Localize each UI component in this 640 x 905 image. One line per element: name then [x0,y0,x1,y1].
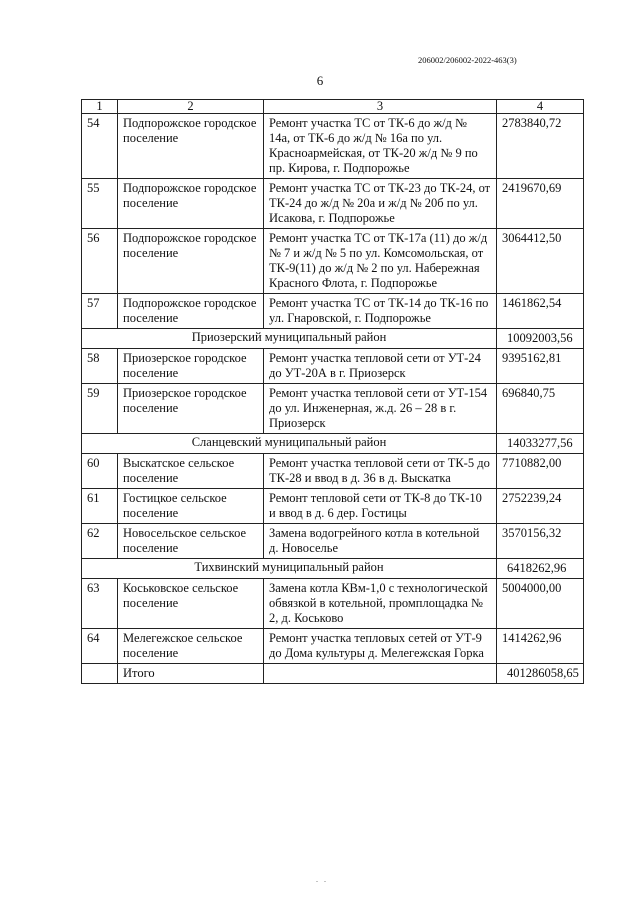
amount-cell: 9395162,81 [497,349,584,384]
amount-cell: 696840,75 [497,384,584,434]
amount-cell: 3064412,50 [497,229,584,294]
row-number: 54 [82,114,118,179]
total-amount: 401286058,65 [497,664,584,684]
row-number: 64 [82,629,118,664]
amount-cell: 7710882,00 [497,454,584,489]
table-row [82,384,584,434]
table-row [82,179,584,229]
work-description: Ремонт участка тепловой сети от УТ-154 до ул. Инженерная, ж.д. 26 – 28 в г. Приозерск [264,384,497,434]
row-number: 62 [82,524,118,559]
row-number: 61 [82,489,118,524]
work-description: Ремонт участка ТС от ТК-23 до ТК-24, от ТК-24 до ж/д № 20а и ж/д № 20б по ул. Исакова, г. Подпорожье [264,179,497,229]
table-row [82,629,584,664]
row-number: 55 [82,179,118,229]
row-number: 57 [82,294,118,329]
work-description: Ремонт участка тепловой сети от ТК-5 до ТК-28 и ввод в д. 36 в д. Выскатка [264,454,497,489]
region-name: Приозерский муниципальный район [82,329,497,349]
work-description: Ремонт участка ТС от ТК-14 до ТК-16 по ул. Гнаровской, г. Подпорожье [264,294,497,329]
amount-cell: 2752239,24 [497,489,584,524]
table-body [82,100,584,684]
amount-cell: 3570156,32 [497,524,584,559]
table-row [82,114,584,179]
total-empty-cell [82,664,118,684]
row-number: 56 [82,229,118,294]
amount-cell: 1414262,96 [497,629,584,664]
page-footer-marks: . . [316,875,328,884]
settlement-name: Коськовское сельское поселение [118,579,264,629]
table-row [82,524,584,559]
table-row [82,489,584,524]
allocation-table [81,99,584,684]
table-row [82,454,584,489]
amount-cell: 2783840,72 [497,114,584,179]
amount-cell: 5004000,00 [497,579,584,629]
row-number: 58 [82,349,118,384]
region-name: Тихвинский муниципальный район [82,559,497,579]
table-row [82,294,584,329]
column-header-1: 1 [82,100,118,114]
settlement-name: Выскатское сельское поселение [118,454,264,489]
settlement-name: Приозерское городское поселение [118,349,264,384]
amount-cell: 2419670,69 [497,179,584,229]
work-description: Ремонт участка тепловой сети от УТ-24 до УТ-20А в г. Приозерск [264,349,497,384]
settlement-name: Подпорожское городское поселение [118,114,264,179]
work-description: Ремонт участка тепловых сетей от УТ-9 до Дома культуры д. Мелегежская Горка [264,629,497,664]
amount-cell: 1461862,54 [497,294,584,329]
table-row [82,229,584,294]
region-amount: 6418262,96 [497,559,584,579]
document-id: 206002/206002-2022-463(3) [418,55,517,65]
work-description: Замена водогрейного котла в котельной д. Новоселье [264,524,497,559]
region-subtotal-row [82,329,584,349]
settlement-name: Подпорожское городское поселение [118,179,264,229]
total-label: Итого [118,664,264,684]
column-header-4: 4 [497,100,584,114]
settlement-name: Подпорожское городское поселение [118,229,264,294]
settlement-name: Подпорожское городское поселение [118,294,264,329]
column-header-2: 2 [118,100,264,114]
settlement-name: Новосельское сельское поселение [118,524,264,559]
work-description: Ремонт тепловой сети от ТК-8 до ТК-10 и ввод в д. 6 дер. Гостицы [264,489,497,524]
row-number: 60 [82,454,118,489]
settlement-name: Приозерское городское поселение [118,384,264,434]
settlement-name: Мелегежское сельское поселение [118,629,264,664]
work-description: Ремонт участка ТС от ТК-17а (11) до ж/д № 7 и ж/д № 5 по ул. Комсомольская, от ТК-9(11) до ж/д № 2 по ул. Набережная Красного Флота, г. Подпорожье [264,229,497,294]
row-number: 63 [82,579,118,629]
row-number: 59 [82,384,118,434]
table-row [82,349,584,384]
work-description: Ремонт участка ТС от ТК-6 до ж/д № 14а, от ТК-6 до ж/д № 16а по ул. Красноармейская, от ТК-20 ж/д № 9 по пр. Кирова, г. Подпорожье [264,114,497,179]
region-subtotal-row [82,559,584,579]
table-row [82,579,584,629]
total-row [82,664,584,684]
total-empty-cell [264,664,497,684]
page-number: 6 [316,73,324,88]
region-amount: 14033277,56 [497,434,584,454]
column-number-row [82,100,584,114]
column-header-3: 3 [264,100,497,114]
work-description: Замена котла КВм-1,0 с технологической обвязкой в котельной, промплощадка № 2, д. Коськово [264,579,497,629]
settlement-name: Гостицкое сельское поселение [118,489,264,524]
region-name: Сланцевский муниципальный район [82,434,497,454]
region-subtotal-row [82,434,584,454]
region-amount: 10092003,56 [497,329,584,349]
